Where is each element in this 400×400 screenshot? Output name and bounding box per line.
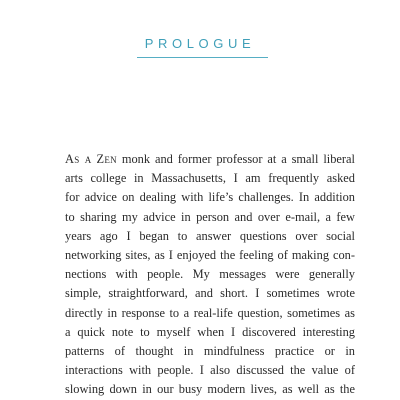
lead-in-smallcaps: Zen (96, 152, 117, 166)
text-line: nections with people. My messages were generally (65, 267, 355, 282)
lead-in-words: As a (65, 152, 92, 166)
text-line: for advice on dealing with life’s challenges. In addition (65, 190, 355, 205)
text-line: simple, straightforward, and short. I sometimes wrote (65, 286, 355, 301)
heading-rule (137, 57, 268, 58)
text-line: years ago I began to answer questions over social (65, 228, 355, 243)
body-paragraph (65, 150, 355, 400)
text-line: a quick note to myself when I discovered interesting (65, 324, 355, 339)
line-text: monk and former professor at a small liberal (121, 152, 355, 166)
text-line (65, 150, 355, 169)
chapter-heading: PROLOGUE (144, 36, 256, 51)
text-line: directly in response to a real-life question, sometimes as (65, 305, 355, 320)
text-line: slowing down in our busy modern lives, as well as the (65, 382, 355, 397)
text-line: arts college in Massachusetts, I am frequently asked (65, 171, 355, 186)
text-line: networking sites, as I enjoyed the feeling of making con- (65, 248, 355, 263)
text-line: patterns of thought in mindfulness practice or in (65, 344, 355, 359)
text-line: to sharing my advice in person and over e-mail, a few (65, 209, 355, 224)
text-line: interactions with people. I also discussed the value of (65, 363, 355, 378)
